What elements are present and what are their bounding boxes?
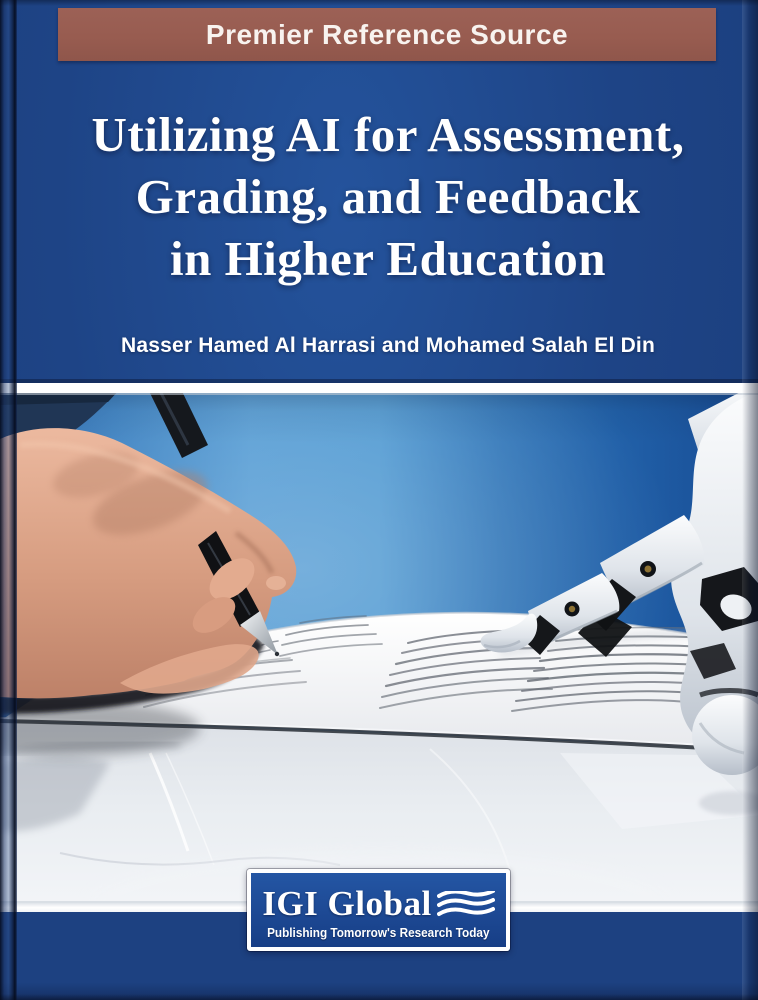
logo-waves-icon bbox=[437, 891, 495, 921]
book-bottom-edge bbox=[0, 994, 758, 1000]
publisher-name: IGI Global bbox=[262, 883, 432, 923]
book-title bbox=[26, 104, 750, 290]
title-line-2: Grading, and Feedback bbox=[135, 169, 641, 224]
authors-line: Nasser Hamed Al Harrasi and Mohamed Salah El Din bbox=[121, 334, 655, 357]
title-line-3: in Higher Education bbox=[169, 231, 607, 286]
cover-photo bbox=[0, 383, 758, 912]
title-line-1: Utilizing AI for Assessment, bbox=[91, 107, 685, 162]
cover-photo-art bbox=[0, 383, 758, 912]
series-banner bbox=[58, 8, 716, 61]
publisher-tagline: Publishing Tomorrow's Research Today bbox=[267, 925, 490, 940]
book-spine bbox=[0, 0, 17, 1000]
book-right-edge bbox=[742, 0, 758, 1000]
series-banner-label: Premier Reference Source bbox=[205, 18, 569, 50]
publisher-logo bbox=[247, 869, 510, 951]
book-top-edge bbox=[0, 0, 758, 6]
